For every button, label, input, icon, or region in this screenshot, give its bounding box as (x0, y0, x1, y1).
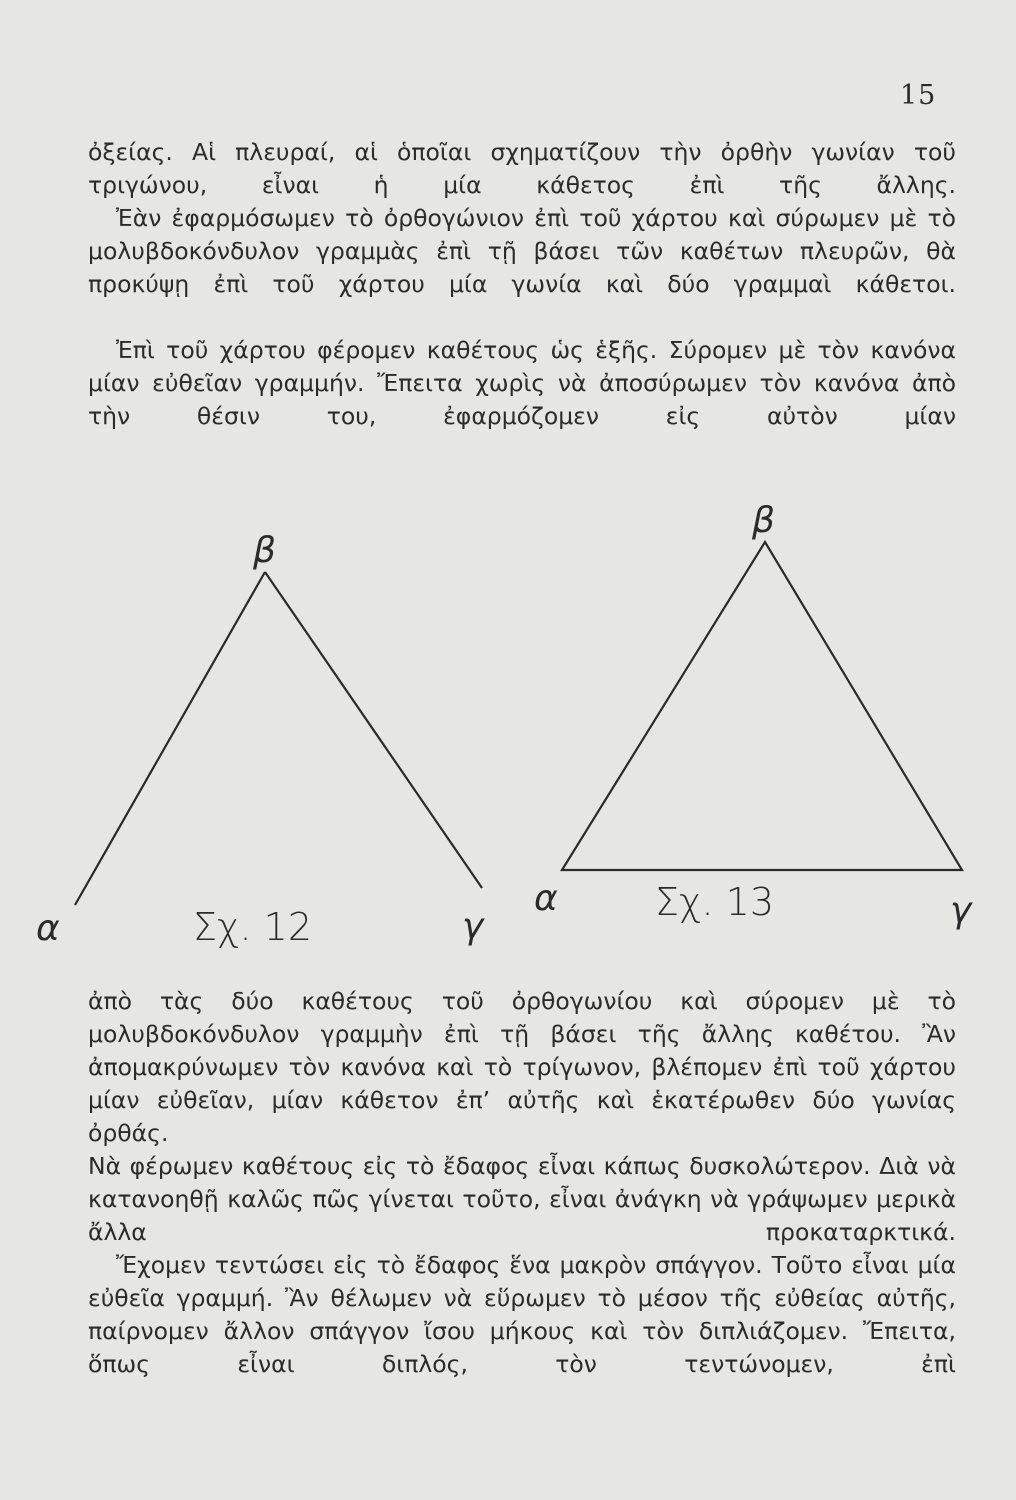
figure-13-vertex-top: β (752, 500, 775, 541)
figure-12 (36, 530, 485, 949)
figure-12-vertex-right: γ (462, 906, 484, 947)
paragraph: Νὰ φέρωμεν καθέτους εἰς τὸ ἔδαφος εἶναι κάπως δυσκολώτερον. Διὰ νὰ κατανοηθῇ καλῶς πῶς γίνεται τοῦτο, εἶναι ἀνάγκη νὰ γράψωμεν μερικὰ ἄλλα προκαταρκτικά. (88, 1152, 956, 1246)
figure-13-vertex-left: α (534, 878, 558, 919)
paragraph: ἀπὸ τὰς δύο καθέτους τοῦ ὀρθογωνίου καὶ σύρομεν μὲ τὸ μολυβδοκόνδυλον γραμμὴν ἐπὶ τῇ βάσει τῆς ἄλλης καθέτου. Ἂν ἀπομακρύνωμεν τὸν κανόνα καὶ τὸ τρίγωνον, βλέπομεν ἐπὶ τοῦ χάρτου μίαν εὐθεῖαν, μίαν κάθετον ἐπ’ αὐτῆς καὶ ἑκατέρωθεν δύο γωνίας ὀρθάς. (88, 987, 956, 1147)
figure-12-left-side (75, 572, 265, 905)
figure-13-vertex-right: γ (950, 890, 972, 931)
figure-12-vertex-left: α (36, 908, 60, 949)
page-number: 15 (900, 80, 937, 111)
paragraph: ὀξείας. Αἱ πλευραί, αἱ ὁποῖαι σχηματίζουν τὴν ὀρθὴν γωνίαν τοῦ τριγώνου, εἶναι ἡ μία κάθετος ἐπὶ τῆς ἄλλης. (88, 138, 956, 199)
paragraph: Ἔχομεν τεντώσει εἰς τὸ ἔδαφος ἕνα μακρὸν σπάγγον. Τοῦτο εἶναι μία εὐθεῖα γραμμή. Ἂν θέλωμεν νὰ εὕρωμεν τὸ μέσον τῆς εὐθείας αὐτῆς, παίρνομεν ἄλλον σπάγγον ἴσου μήκους καὶ τὸν διπλιάζομεν. Ἔπειτα, ὅπως εἶναι διπλός, τὸν τεντώνομεν, ἐπὶ (88, 1251, 956, 1378)
figure-13-triangle (562, 542, 962, 870)
figure-13-caption: Σχ. 13 (655, 880, 775, 924)
figure-13 (534, 500, 973, 931)
figure-12-caption: Σχ. 12 (193, 905, 313, 949)
paragraph: Ἐπὶ τοῦ χάρτου φέρομεν καθέτους ὡς ἑξῆς. Σύρομεν μὲ τὸν κανόνα μίαν εὐθεῖαν γραμμήν. Ἔπειτα χωρὶς νὰ ἀποσύρωμεν τὸν κανόνα ἀπὸ τὴν θέσιν του, ἐφαρμόζομεν εἰς αὐτὸν μίαν (88, 336, 956, 430)
figure-12-vertex-top: β (253, 530, 276, 571)
figure-12-right-side (265, 572, 482, 888)
paragraph: Ἐὰν ἐφαρμόσωμεν τὸ ὀρθογώνιον ἐπὶ τοῦ χάρτου καὶ σύρωμεν μὲ τὸ μολυβδοκόνδυλον γραμμὰς ἐπὶ τῇ βάσει τῶν καθέτων πλευρῶν, θὰ προκύψῃ ἐπὶ τοῦ χάρτου μία γωνία καὶ δύο γραμμαὶ κάθετοι. (88, 204, 956, 298)
